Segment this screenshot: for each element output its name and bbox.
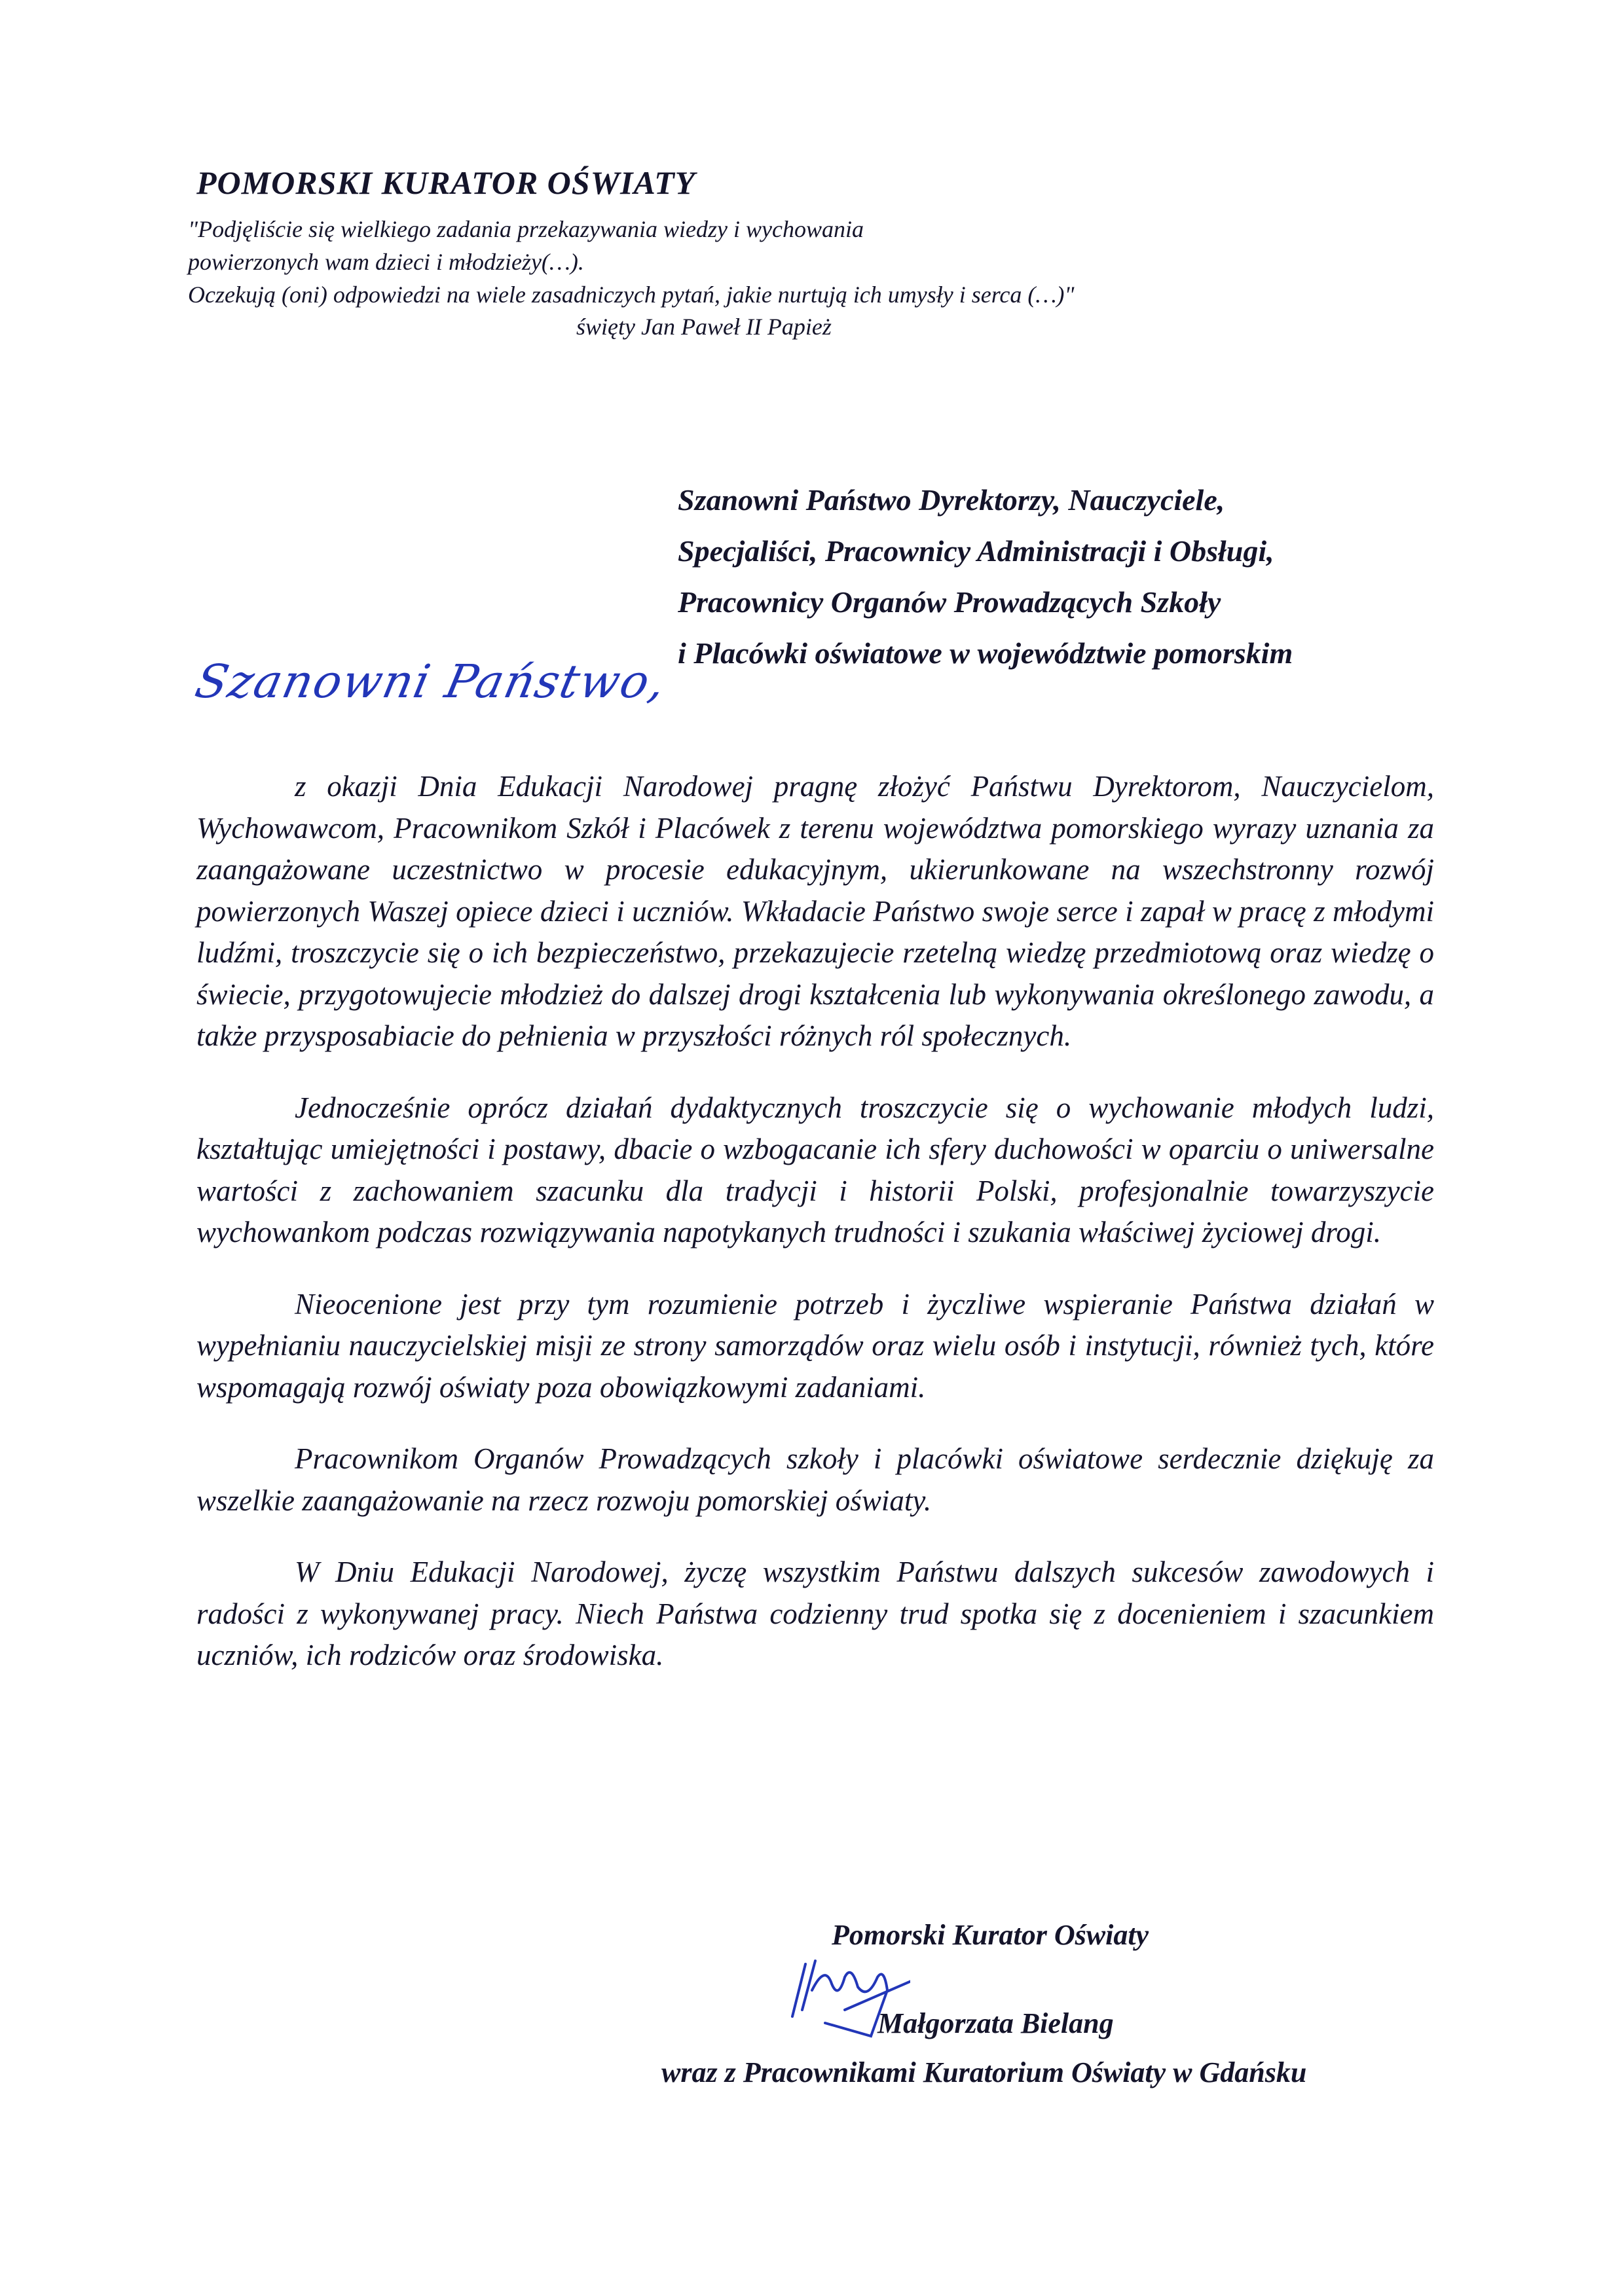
quote-line: Oczekują (oni) odpowiedzi na wiele zasadniczych pytań, jakie nurtują ich umysły i serca (…)" bbox=[188, 282, 1075, 308]
body-paragraph: z okazji Dnia Edukacji Narodowej pragnę złożyć Państwu Dyrektorom, Nauczycielom, Wychowawcom, Pracownikom Szkół i Placówek z terenu województwa pomorskiego wyrazy uznania za zaangażowane uczestnictwo w procesie edukacyjnym, ukierunkowane na wszechstronny rozwój powierzonych Waszej opiece dzieci i uczniów. Wkładacie Państwo swoje serce i zapał w pracę z młodymi ludźmi, troszczycie się o ich bezpieczeństwo, przekazujecie rzetelną wiedzę przedmiotową oraz wiedzę o świecie, przygotowujecie młodzież do dalszej drogi kształcenia lub wykonywania określonego zawodu, a także przysposabiacie do pełnienia w przyszłości różnych ról społecznych. bbox=[196, 770, 1434, 1052]
addressee-line: Specjaliści, Pracownicy Administracji i Obsługi, bbox=[678, 534, 1274, 568]
quote-line: powierzonych wam dzieci i młodzieży(…). bbox=[188, 249, 584, 275]
signatory-team: wraz z Pracownikami Kuratorium Oświaty w Gdańsku bbox=[661, 2056, 1307, 2088]
addressee-line: Pracownicy Organów Prowadzących Szkoły bbox=[678, 585, 1221, 619]
addressee-line: i Placówki oświatowe w województwie pomorskim bbox=[678, 636, 1293, 670]
body-paragraph: Jednocześnie oprócz działań dydaktycznych troszczycie się o wychowanie młodych ludzi, kształtując umiejętności i postawy, dbacie o wzbogacanie ich sfery duchowości w oparciu o uniwersalne wartości z zachowaniem szacunku dla tradycji i historii Polski, profesjonalnie towarzyszycie wychowankom podczas rozwiązywania napotykanych trudności i szukania właściwej życiowej drogi. bbox=[196, 1091, 1434, 1248]
body-paragraph: Pracownikom Organów Prowadzących szkoły i placówki oświatowe serdecznie dziękuję za wszelkie zaangażowanie na rzecz rozwoju pomorskiej oświaty. bbox=[196, 1442, 1434, 1517]
body-paragraph: W Dniu Edukacji Narodowej, życzę wszystkim Państwu dalszych sukcesów zawodowych i radości z wykonywanej pracy. Niech Państwa codzienny trud spotka się z docenieniem i szacunkiem uczniów, ich rodziców oraz środowiska. bbox=[196, 1556, 1434, 1671]
letterhead-title: POMORSKI KURATOR OŚWIATY bbox=[196, 164, 696, 201]
addressee-line: Szanowni Państwo Dyrektorzy, Nauczyciele, bbox=[678, 483, 1225, 517]
epigraph-quote bbox=[188, 213, 1236, 311]
addressee-block bbox=[678, 475, 1293, 679]
letter-body bbox=[196, 766, 1434, 1707]
signatory-title: Pomorski Kurator Oświaty bbox=[832, 1919, 1149, 1951]
handwritten-salutation: Szanowni Państwo, bbox=[191, 655, 672, 708]
signatory-name: Małgorzata Bielang bbox=[877, 2007, 1114, 2039]
quote-line: "Podjęliście się wielkiego zadania przekazywania wiedzy i wychowania bbox=[188, 216, 864, 242]
quote-author: święty Jan Paweł II Papież bbox=[576, 314, 832, 340]
body-paragraph: Nieocenione jest przy tym rozumienie potrzeb i życzliwe wspieranie Państwa działań w wypełnianiu nauczycielskiej misji ze strony samorządów oraz wielu osób i instytucji, również tych, które wspomagają rozwój oświaty poza obowiązkowymi zadaniami. bbox=[196, 1287, 1434, 1404]
